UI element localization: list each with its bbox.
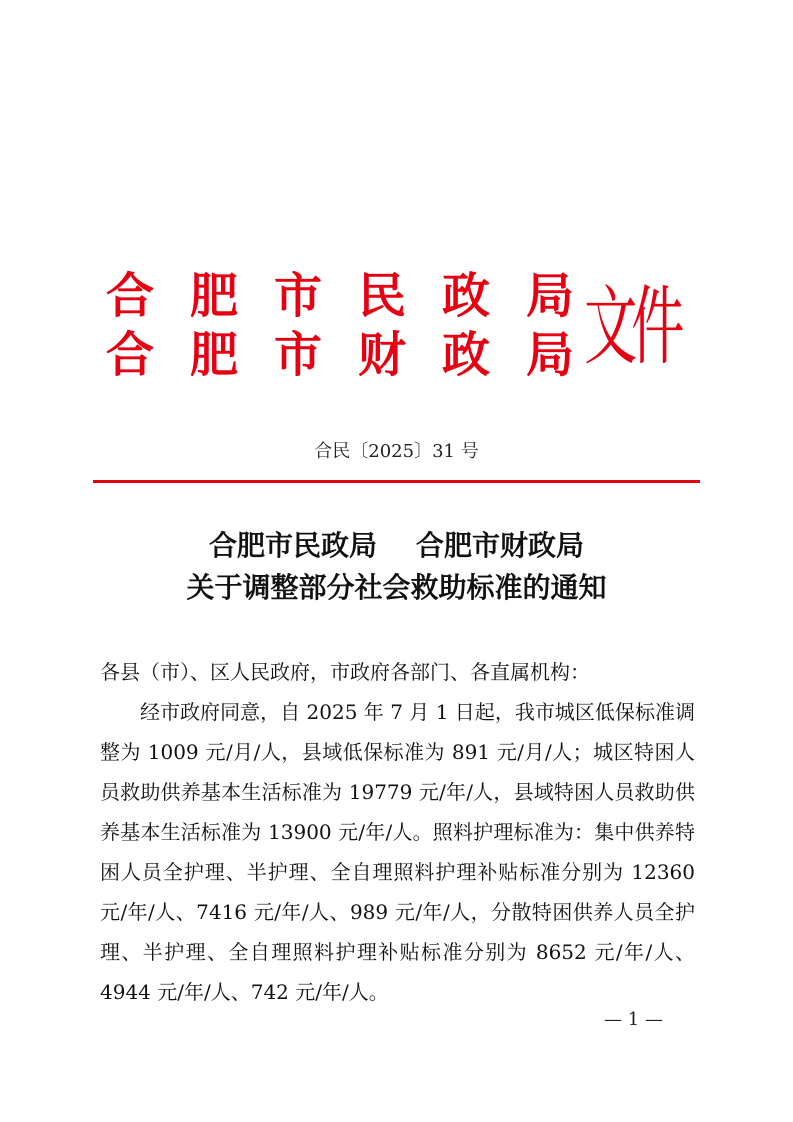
document-body (100, 652, 695, 1012)
document-type-mark: 文件 (584, 277, 679, 377)
document-title-line-1: 合肥市民政局 合肥市财政局 (209, 529, 584, 562)
issuer-char: 肥 (189, 268, 238, 324)
issuer-char: 市 (273, 327, 322, 383)
issuer-char: 民 (357, 268, 406, 324)
issuer-char: 合 (105, 268, 154, 324)
issuer-char: 财 (357, 327, 406, 383)
issuer-char: 合 (105, 327, 154, 383)
addressee: 各县（市）、区人民政府，市政府各部门、各直属机构： (100, 660, 590, 684)
issuer-char: 肥 (189, 327, 238, 383)
issuer-char: 市 (273, 268, 322, 324)
page-number: — 1 — (604, 1009, 663, 1030)
document-title-line-2: 关于调整部分社会救助标准的通知 (186, 571, 607, 604)
issuer-line-finance (100, 327, 580, 383)
issuer-char: 局 (525, 327, 574, 383)
document-number: 合民〔2025〕31 号 (314, 441, 479, 462)
red-separator-line (93, 480, 700, 483)
issuer-char: 政 (441, 327, 490, 383)
issuer-line-civil-affairs (100, 268, 580, 324)
body-paragraph: 经市政府同意，自 2025 年 7 月 1 日起，我市城区低保标准调整为 1009 元/月/人，县域低保标准为 891 元/月/人；城区特困人员救助供养基本生活标准为 19779 元/年/人，县域特困人员救助供养基本生活标准为 13900 元/年/人。照料护理标准为：集中供养特困人员全护理、半护理、全自理照料护理补贴标准分别为 12360 元/年/人、7416 元/年/人、989 元/年/人，分散特困供养人员全护理、半护理、全自理照料护理补贴标准分别为 8652 元/年/人、4944 元/年/人、742 元/年/人。 (100, 700, 695, 1004)
issuer-char: 政 (441, 268, 490, 324)
issuer-char: 局 (525, 268, 574, 324)
